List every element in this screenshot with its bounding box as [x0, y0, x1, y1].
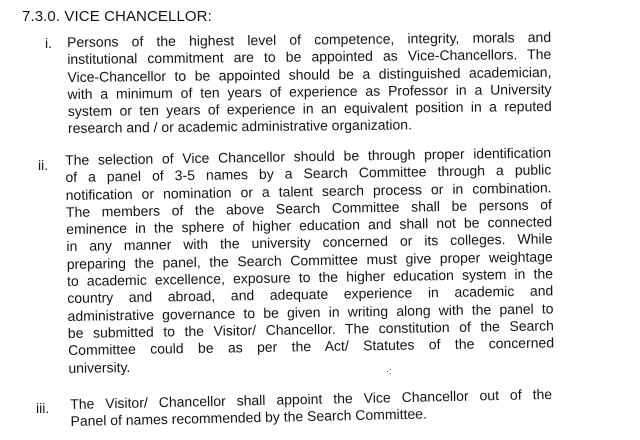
- text-line: The members of the above Search Committee shall be persons of: [65, 196, 553, 220]
- text-line: with a minimum of ten years of experience as Professor in a University: [67, 80, 552, 102]
- scan-speck: ·:: [386, 366, 392, 376]
- list-marker: i.: [45, 35, 52, 51]
- text-line: Vice-Chancellor to be appointed should be a distinguished academician,: [67, 63, 552, 85]
- list-item-text: [70, 386, 553, 431]
- text-line: The Visitor/ Chancellor shall appoint the Vice Chancellor out of the: [70, 385, 553, 412]
- text-line: country and abroad, and adequate experience in academic and: [67, 282, 554, 307]
- text-line: notification or nomination or a talent search process or in combination.: [65, 178, 552, 203]
- text-line: to academic excellence, exposure to the higher education system in the: [66, 265, 554, 290]
- text-line: system or ten years of experience in an equivalent position in a reputed: [67, 98, 552, 120]
- text-line: Committee could be as per the Act/ Statutes of the concerned: [67, 334, 555, 359]
- text-line: of a panel of 3-5 names by a Search Committee through a public: [65, 161, 552, 186]
- list-item-text: [65, 144, 554, 376]
- section-heading: 7.3.0. VICE CHANCELLOR:: [22, 8, 212, 25]
- text-line: Persons of the highest level of competence, integrity, morals and: [67, 28, 552, 50]
- text-line: preparing the panel, the Search Committee must give proper weightage: [66, 248, 553, 272]
- list-item-text: [67, 29, 552, 138]
- text-line: Panel of names recommended by the Search Committee.: [70, 405, 428, 430]
- list-marker: ii.: [38, 157, 49, 173]
- text-line: institutional commitment are to be appointed as Vice-Chancellors. The: [67, 46, 552, 68]
- text-line: be submitted to the Visitor/ Chancellor. The constitution of the Search: [67, 317, 554, 341]
- text-line: research and / or academic administrative organization.: [67, 116, 413, 137]
- list-marker: iii.: [36, 400, 50, 416]
- text-line: administrative governance to be given in writing along with the panel to: [67, 300, 554, 324]
- text-line: in any manner with the university concerned or its colleges. While: [66, 230, 553, 255]
- text-line: eminence in the sphere of higher education and shall not be connected: [66, 213, 553, 238]
- text-line: The selection of Vice Chancellor should be through proper identification: [65, 144, 552, 168]
- text-line: university.: [68, 358, 131, 376]
